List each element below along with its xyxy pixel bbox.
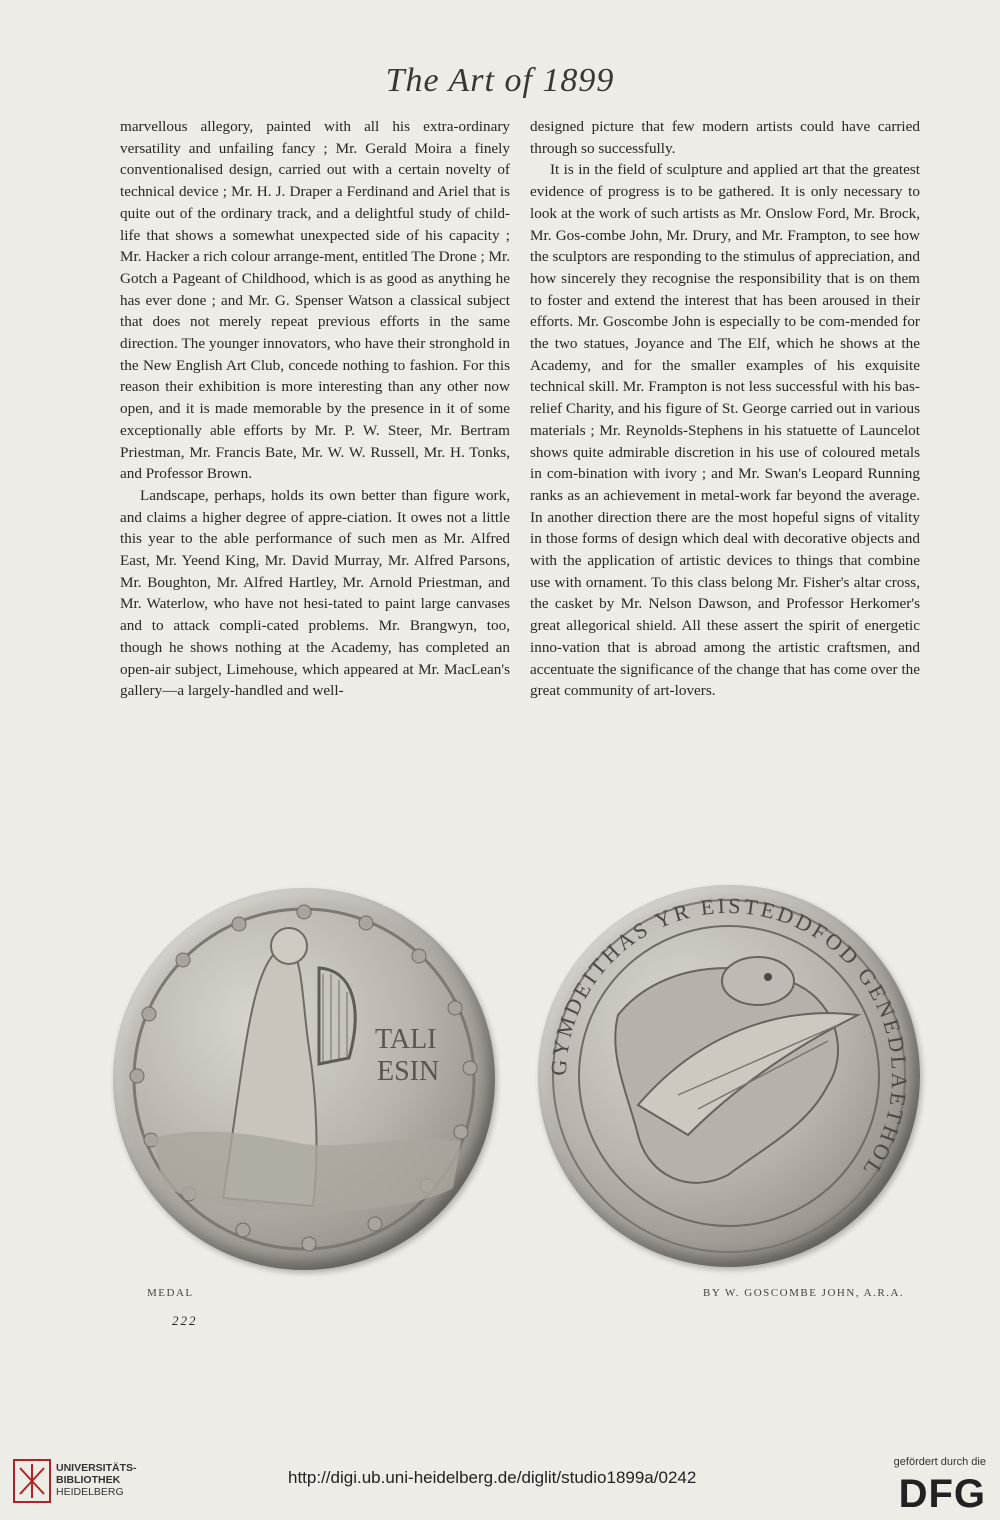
caption-right: BY W. GOSCOMBE JOHN, A.R.A. [703, 1287, 905, 1299]
university-library-logo-icon [12, 1458, 52, 1504]
source-url-link[interactable]: http://digi.ub.uni-heidelberg.de/diglit/studio1899a/0242 [288, 1468, 697, 1487]
right-text-column [530, 116, 920, 702]
medal-ring-inscription: GYMDEITHAS YR EISTEDDFOD GENEDLAETHOL [545, 892, 913, 1184]
right-paragraph-1: designed picture that few modern artists could have carried through so successfully. [530, 118, 920, 157]
medal-reverse-image [538, 885, 920, 1267]
medal-reverse-relief [538, 885, 920, 1267]
library-name-line-1: UNIVERSITÄTS- [56, 1462, 137, 1474]
funding-note: gefördert durch die [893, 1456, 986, 1468]
medal-obverse-relief [113, 888, 495, 1270]
footer-bar [0, 1440, 1000, 1520]
left-paragraph-1: marvellous allegory, painted with all his extra-ordinary versatility and unfailing fancy ; Mr. Gerald Moira a finely conventionalised design, carried out with a certain novelty of technical device ; Mr. H. J. Draper a Ferdinand and Ariel that is quite out of the ordinary track, and a delightful study of child-life that shows a somewhat unexpected side of his capacity ; Mr. Hacker a rich colour arrange-ment, entitled The Drone ; Mr. Gotch a Pageant of Childhood, which is as good as anything he has ever done ; and Mr. G. Spenser Watson a classical subject that does not merely repeat previous efforts in the same direction. The younger innovators, who have their stronghold in the New English Art Club, concede nothing to fashion. For this reason their exhibition is more interesting than any other now open, and it is made memorable by the presence in it of some exceptionally able efforts by Mr. P. W. Steer, Mr. Bertram Priestman, Mr. Francis Bate, Mr. W. W. Russell, Mr. H. Tonks, and Professor Brown. [120, 118, 510, 483]
medal-inscription-part-2: ESIN [377, 1056, 440, 1087]
dfg-logo: DFG [898, 1472, 986, 1516]
page-title: The Art of 1899 [385, 62, 615, 99]
library-name-line-3: HEIDELBERG [56, 1486, 124, 1498]
left-paragraph-2: Landscape, perhaps, holds its own better than figure work, and claims a higher degree of appre-ciation. It owes not a little this year to the able performance of such men as Mr. Alfred East, Mr. Yeend King, Mr. David Murray, Mr. Alfred Parsons, Mr. Boughton, Mr. Alfred Hartley, Mr. Arnold Priestman, and Mr. Waterlow, who have not hesi-tated to paint large canvases and to attack compli-cated problems. Mr. Brangwyn, too, though he shows nothing at the Academy, has completed an open-air subject, Limehouse, which appeared at Mr. MacLean's gallery—a largely-handled and well- [120, 486, 510, 700]
left-text-column [120, 116, 510, 702]
medal-obverse-image [113, 888, 495, 1270]
medal-inscription-part-1: TALI [375, 1024, 437, 1055]
caption-left: MEDAL [147, 1287, 194, 1299]
right-paragraph-2: It is in the field of sculpture and applied art that the greatest evidence of progress is to be gathered. It is only necessary to look at the work of such artists as Mr. Onslow Ford, Mr. Brock, Mr. Gos-combe John, Mr. Drury, and Mr. Frampton, to see how the sculptors are responding to the stimulus of appreciation, and how sincerely they recognise the responsibility that is on them to foster and extend the interest that has been aroused in their efforts. Mr. Goscombe John is especially to be com-mended for the two statues, Joyance and The Elf, which he shows at the Academy, and for the smaller examples of his exquisite technical skill. Mr. Frampton is not less successful with his bas-relief Charity, and his figure of St. George carried out in various materials ; Mr. Reynolds-Stephens in his statuette of Launcelot shows quite admirable discretion in his use of coloured metals in com-bination with ivory ; and Mr. Swan's Leopard Running ranks as an achievement in metal-work far beyond the average. In another direction there are the most hopeful signs of vitality in those forms of design which deal with decorative objects and with the application of artistic devices to things that combine use with ornament. To this class belong Mr. Fisher's altar cross, the casket by Mr. Nelson Dawson, and Professor Herkomer's great allegorical shield. All these assert the spirit of energetic inno-vation that is abroad among the artistic craftsmen, and accentuate the significance of the change that has come over the great community of art-lovers. [530, 161, 920, 700]
page-number: 222 [172, 1313, 198, 1328]
library-name-line-2: BIBLIOTHEK [56, 1474, 121, 1486]
library-name [56, 1462, 137, 1498]
